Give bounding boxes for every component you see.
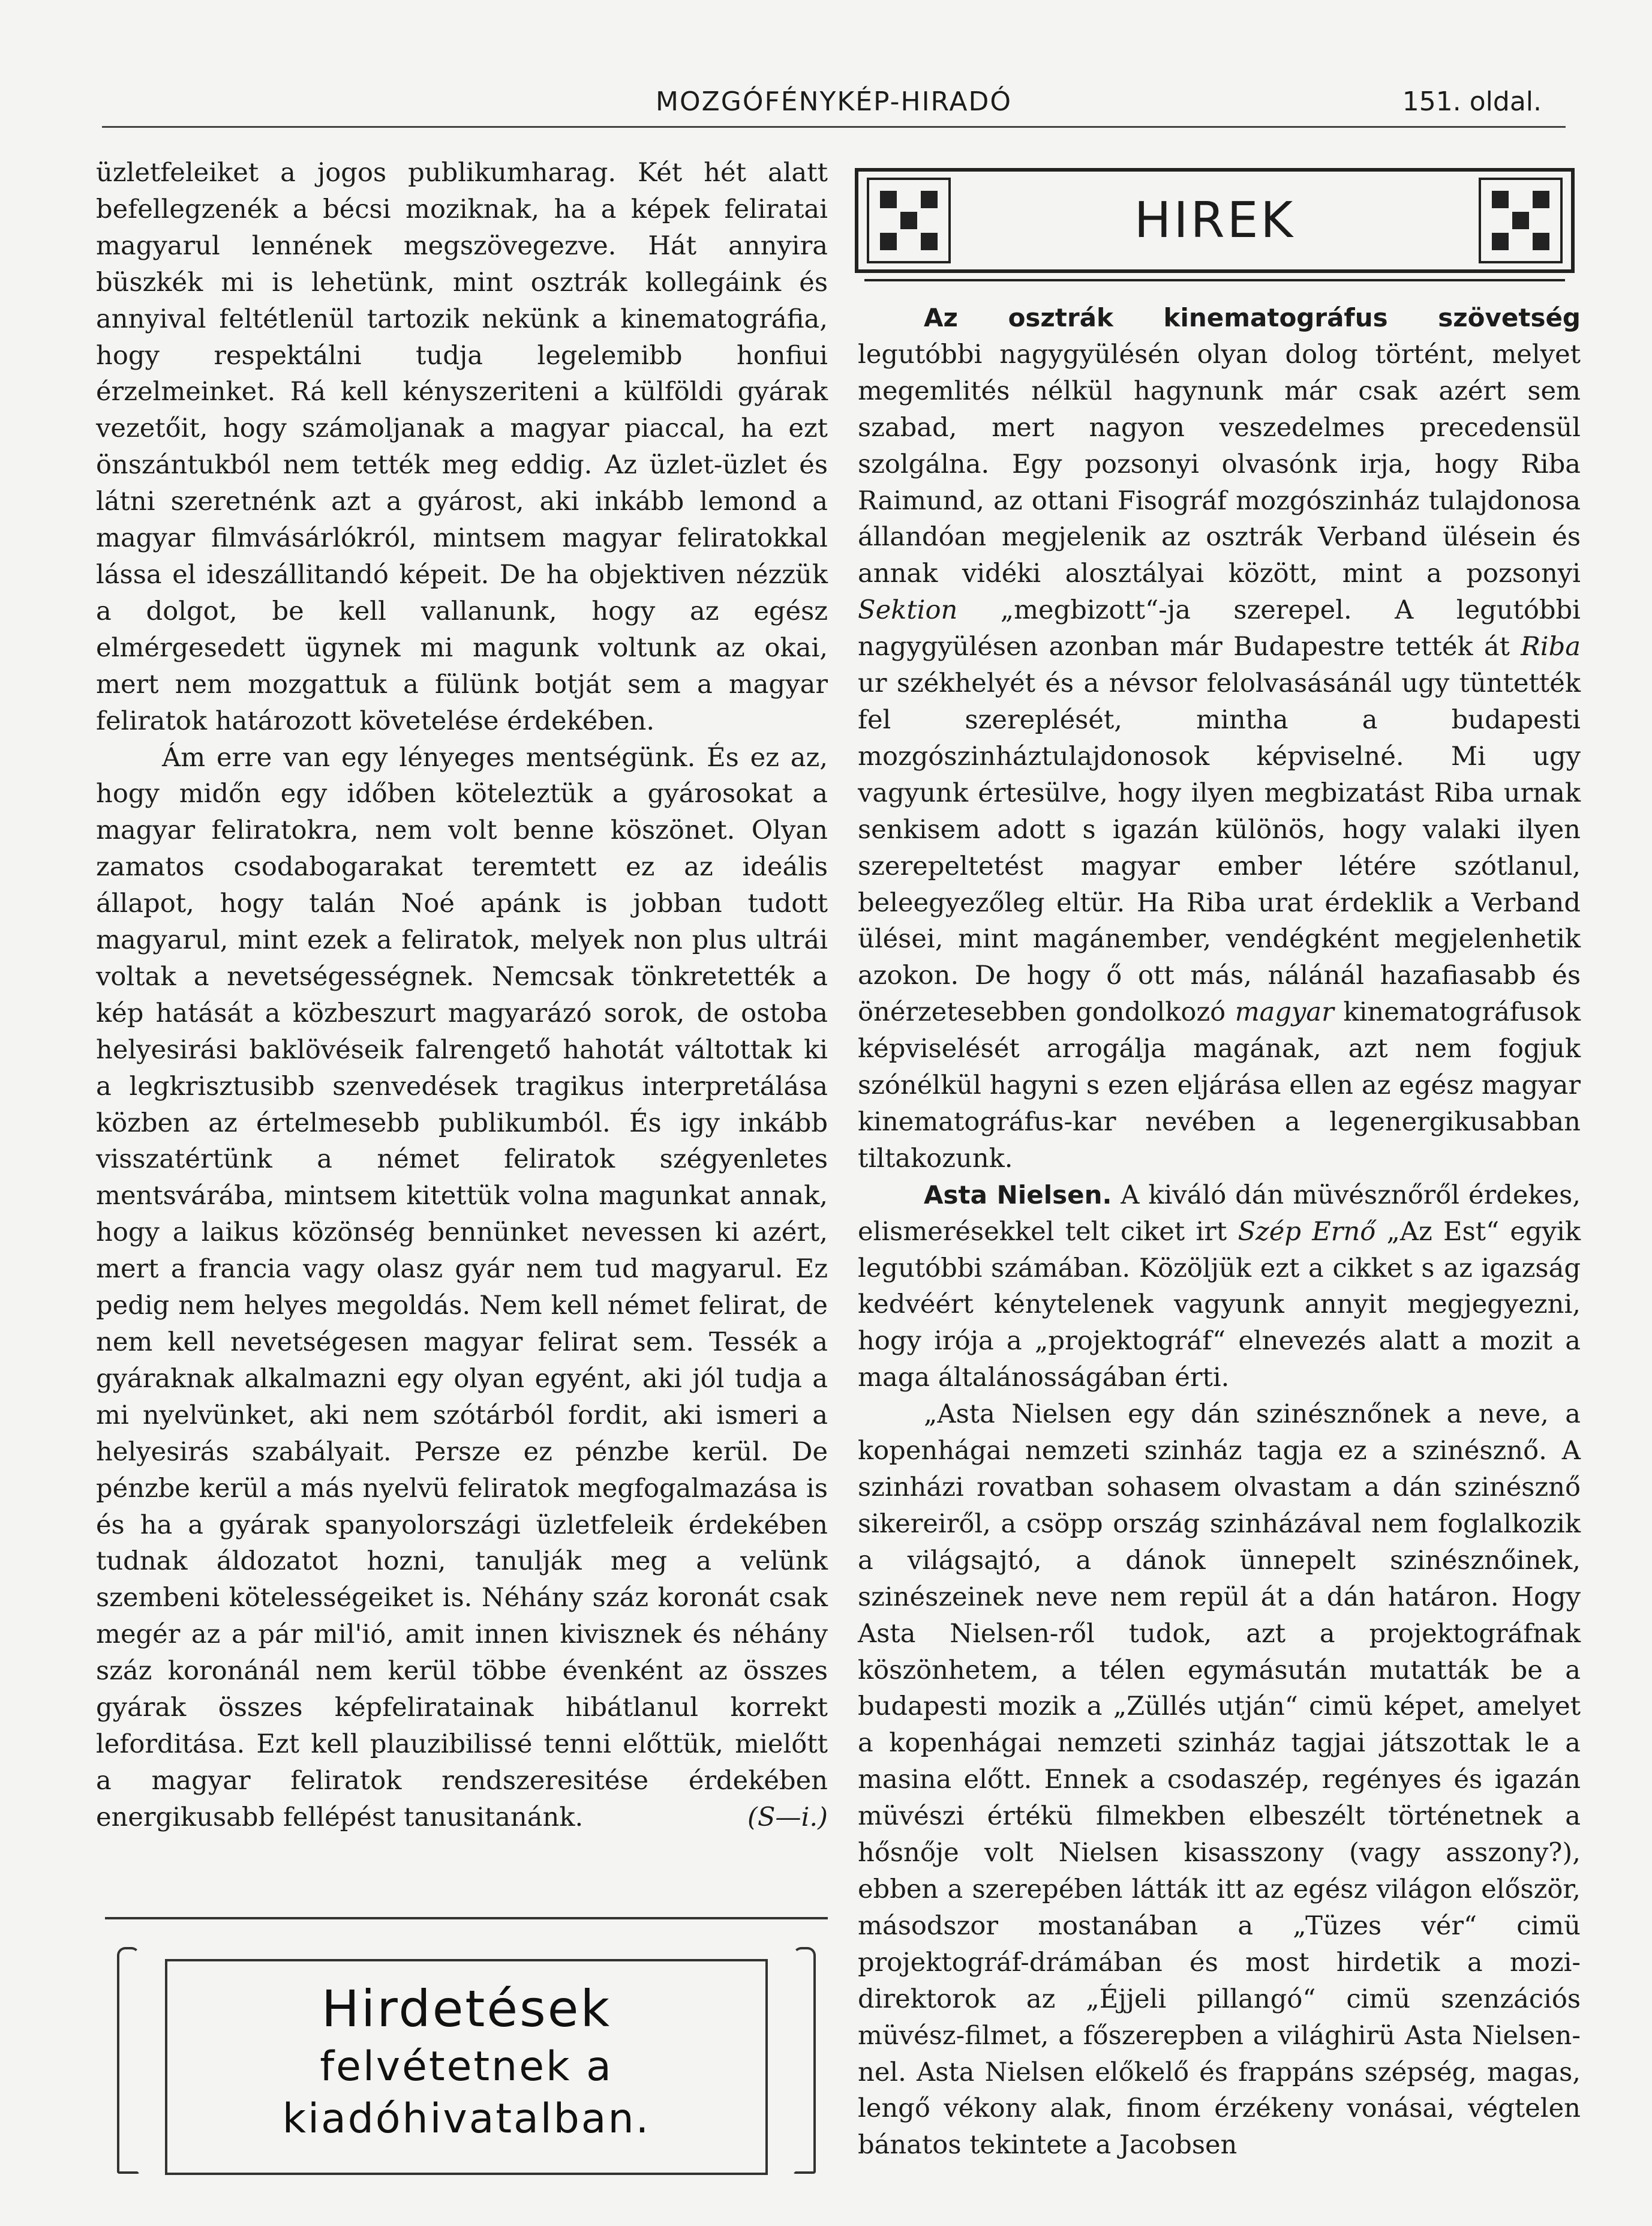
news-item-2-text-a: A kiváló dán müvésznőről érdekes, elismerésekkel telt ciket irt [858,1180,1581,1247]
ad-divider [105,1917,828,1919]
left-paragraph-1: üzletfeleiket a jogos publikumharag. Két hét alatt befellegzenék a bécsi moziknak, ha a képek feliratai magyarul lennének megszövegezve. Hát annyira büszkék mi is lehetünk, mint osztrák kollegáink és annyival feltétlenül tartozik nekünk a kinematográfia, hogy respektálni tudja legelemibb honfiui érzelmeinket. Rá kell kényszeriteni a külföldi gyárak vezetőit, hogy számoljanak a magyar piaccal, ha ezt önszántukból nem tették meg eddig. Az üzlet-üzlet és látni szeretnénk azt a gyárost, aki inkább lemond a magyar filmvásárlókról, mintsem magyar feliratokkal lássa el ideszállitandó képeit. De ha objektiven nézzük a dolgot, be kell vallanunk, hogy az egész elmérgesedett ügynek mi magunk voltunk az okai, mert nem mozgattuk a fülünk botját sem a magyar feliratok határozott követelése érdekében. [96,158,828,736]
section-header-box [855,168,1575,273]
news-item-1-text-c: ur székhelyét és a névsor felolvasásánál ugy tüntették fel szereplését, mintha a budapesti mozgószinháztulajdonosok képviselné. Mi ugy vagyunk értesülve, hogy ilyen megbizatást Riba urnak senkisem adott s igazán különös, hogy valaki ilyen szerepeltetést magyar ember létére szótlanul, beleegyezőleg eltür. Ha Riba urat érdeklik a Verband ülései, mint magánember, vendégként megjelenhetik azokon. De hogy ő ott más, nálánál hazafiasabb és önérzetesebben gondolkozó [858,668,1581,1028]
news-item-1-italic-b: Riba [1521,632,1581,662]
left-column [96,155,828,1836]
ornament-right-icon [1479,178,1563,263]
publication-title: MOZGÓFÉNYKÉP-HIRADÓ [656,86,1012,117]
ad-line-1: Hirdetések [321,1979,612,2038]
page-header [102,84,1566,128]
news-item-1-italic-c: magyar [1235,997,1334,1028]
ad-line-3: kiadóhivatalban. [282,2095,651,2143]
author-signature: (S—i.) [747,1802,828,1832]
right-column [858,300,1581,2164]
news-item-1-text-b: „megbizott“-ja szerepel. A legutóbbi nagygyülésen azonban már Budapestre tették át [858,595,1581,662]
section-title: HIREK [1134,192,1296,249]
ad-ornament-left-icon [117,1947,140,2174]
page-number: 151. oldal. [1402,86,1542,117]
news-item-2-lead: Asta Nielsen. [924,1180,1112,1210]
news-item-1-text-a: legutóbbi nagygyülésén olyan dolog történt, melyet megemlités nélkül hagynunk már csak azért sem szabad, mert nagyon veszedelmes precedensül szolgálna. Egy pozsonyi olvasónk irja, hogy Riba Raimund, az ottani Fisográf mozgószinház tulajdonosa állandóan megjelenik az osztrák Verband ülésein és annak vidéki alosztályai között, mint a pozsonyi [858,339,1581,589]
ad-line-2: felvétetnek a [320,2043,613,2090]
news-item-2-italic-a: Szép Ernő [1238,1216,1376,1247]
left-paragraph-2 [96,740,828,1836]
news-item-2 [858,1177,1581,1396]
news-item-2-quote: „Asta Nielsen egy dán szinésznőnek a neve, a kopenhágai nemzeti szinház tagja ez a szinésznő. A szinházi rovatban sohasem olvastam a dán szinésznő sikereiről, a csöpp ország szinházával nem foglalkozik a világsajtó, a dánok ünnepelt szinésznőinek, szinészeinek neve nem repül át a dán határon. Hogy Asta Nielsen-ről tudok, azt a projektográfnak köszönhetem, a télen egymásután mutatták be a budapesti mozik a „Züllés utján“ cimü képet, amelyet a kopenhágai nemzeti szinház tagjai játszottak le a masina előtt. Ennek a csodaszép, regényes és igazán müvészi értékü filmekben elbeszélt történetnek a hősnője volt Nielsen kisasszony (vagy asszony?), ebben a szerepében látták itt az egész világon először, másodszor mostanában a „Tüzes vér“ cimü projektográf-drámában és most hirdetik a mozi-direktorok az „Éjjeli pillangó“ cimü szenzációs müvész-filmet, a főszerepben a világhirü Asta Nielsen-nel. Asta Nielsen előkelő és frappáns szépség, magas, lengő vékony alak, finom érzékeny vonásai, végtelen bánatos tekintete a Jacobsen [858,1399,1581,2161]
ad-frame [165,1959,768,2175]
ornament-left-icon [867,178,951,263]
news-item-1-text-d: kinematográfusok képviselését arrogálja magának, azt nem fogjuk szónélkül hagyni s ezen eljárása ellen az egész magyar kinematográfus-kar nevében a legenergikusabban tiltakozunk. [858,997,1581,1174]
news-item-1-lead: Az osztrák kinematográfus szövetség [924,303,1581,332]
news-item-2-text-b: „Az Est“ egyik legutóbbi számában. Közöljük ezt a cikket s az igazság kedvéért kénytelenek vagyunk annyit megjegyezni, hogy irója a „projektográf“ elnevezés alatt a mozit a maga általánosságában érti. [858,1216,1581,1393]
advertisement-box [105,1917,828,2193]
news-item-1 [858,300,1581,1177]
left-paragraph-2-text: Ám erre van egy lényeges mentségünk. És ez az, hogy midőn egy időben köteleztük a gyárosokat a magyar feliratokra, nem volt benne köszönet. Olyan zamatos csodabogarakat teremtett ez az ideális állapot, hogy talán Noé apánk is jobban tudott magyarul, mint ezek a feliratok, melyek non plus ultrái voltak a nevetségességnek. Nemcsak tönkretették a kép hatását a közbeszurt magyarázó sorok, de ostoba helyesirási baklövéseik falrengető hahotát váltottak ki a legkrisztusibb szenvedések tragikus interpretálása közben az értelmesebb publikumból. És igy inkább visszatértünk a német feliratok szégyenletes mentsvárába, mintsem kitettük volna magunkat annak, hogy a laikus közönség bennünket nevessen ki azért, mert a francia vagy olasz gyár nem tud magyarul. Ez pedig nem helyes megoldás. Nem kell német felirat, de nem kell nevetségesen magyar felirat sem. Tessék a gyáraknak alkalmazni egy olyan egyént, aki jól tudja a mi nyelvünket, aki nem szótárból fordit, aki ismeri a helyesirás szabályait. Persze ez pénzbe kerül. De pénzbe kerül a más nyelvü feliratok megfogalmazása is és ha a gyárak spanyolországi üzletfeleik érdekében tudnak áldozatot hozni, tanulják meg a velünk szembeni kötelességeiket is. Néhány száz koronát csak megér az a pár mil'ió, amit innen kivisznek és néhány száz koronánál nem kerül többe évenként az összes gyárak összes képfeliratainak hibátlanul korrekt leforditása. Ezt kell plauzibilissé tenni előttük, mielőtt a magyar feliratok rendszeresitése érdekében energikusabb fellépést tanusitanánk. [96,742,828,1832]
ad-ornament-right-icon [793,1947,816,2174]
news-item-1-italic-a: Sektion [858,595,958,626]
